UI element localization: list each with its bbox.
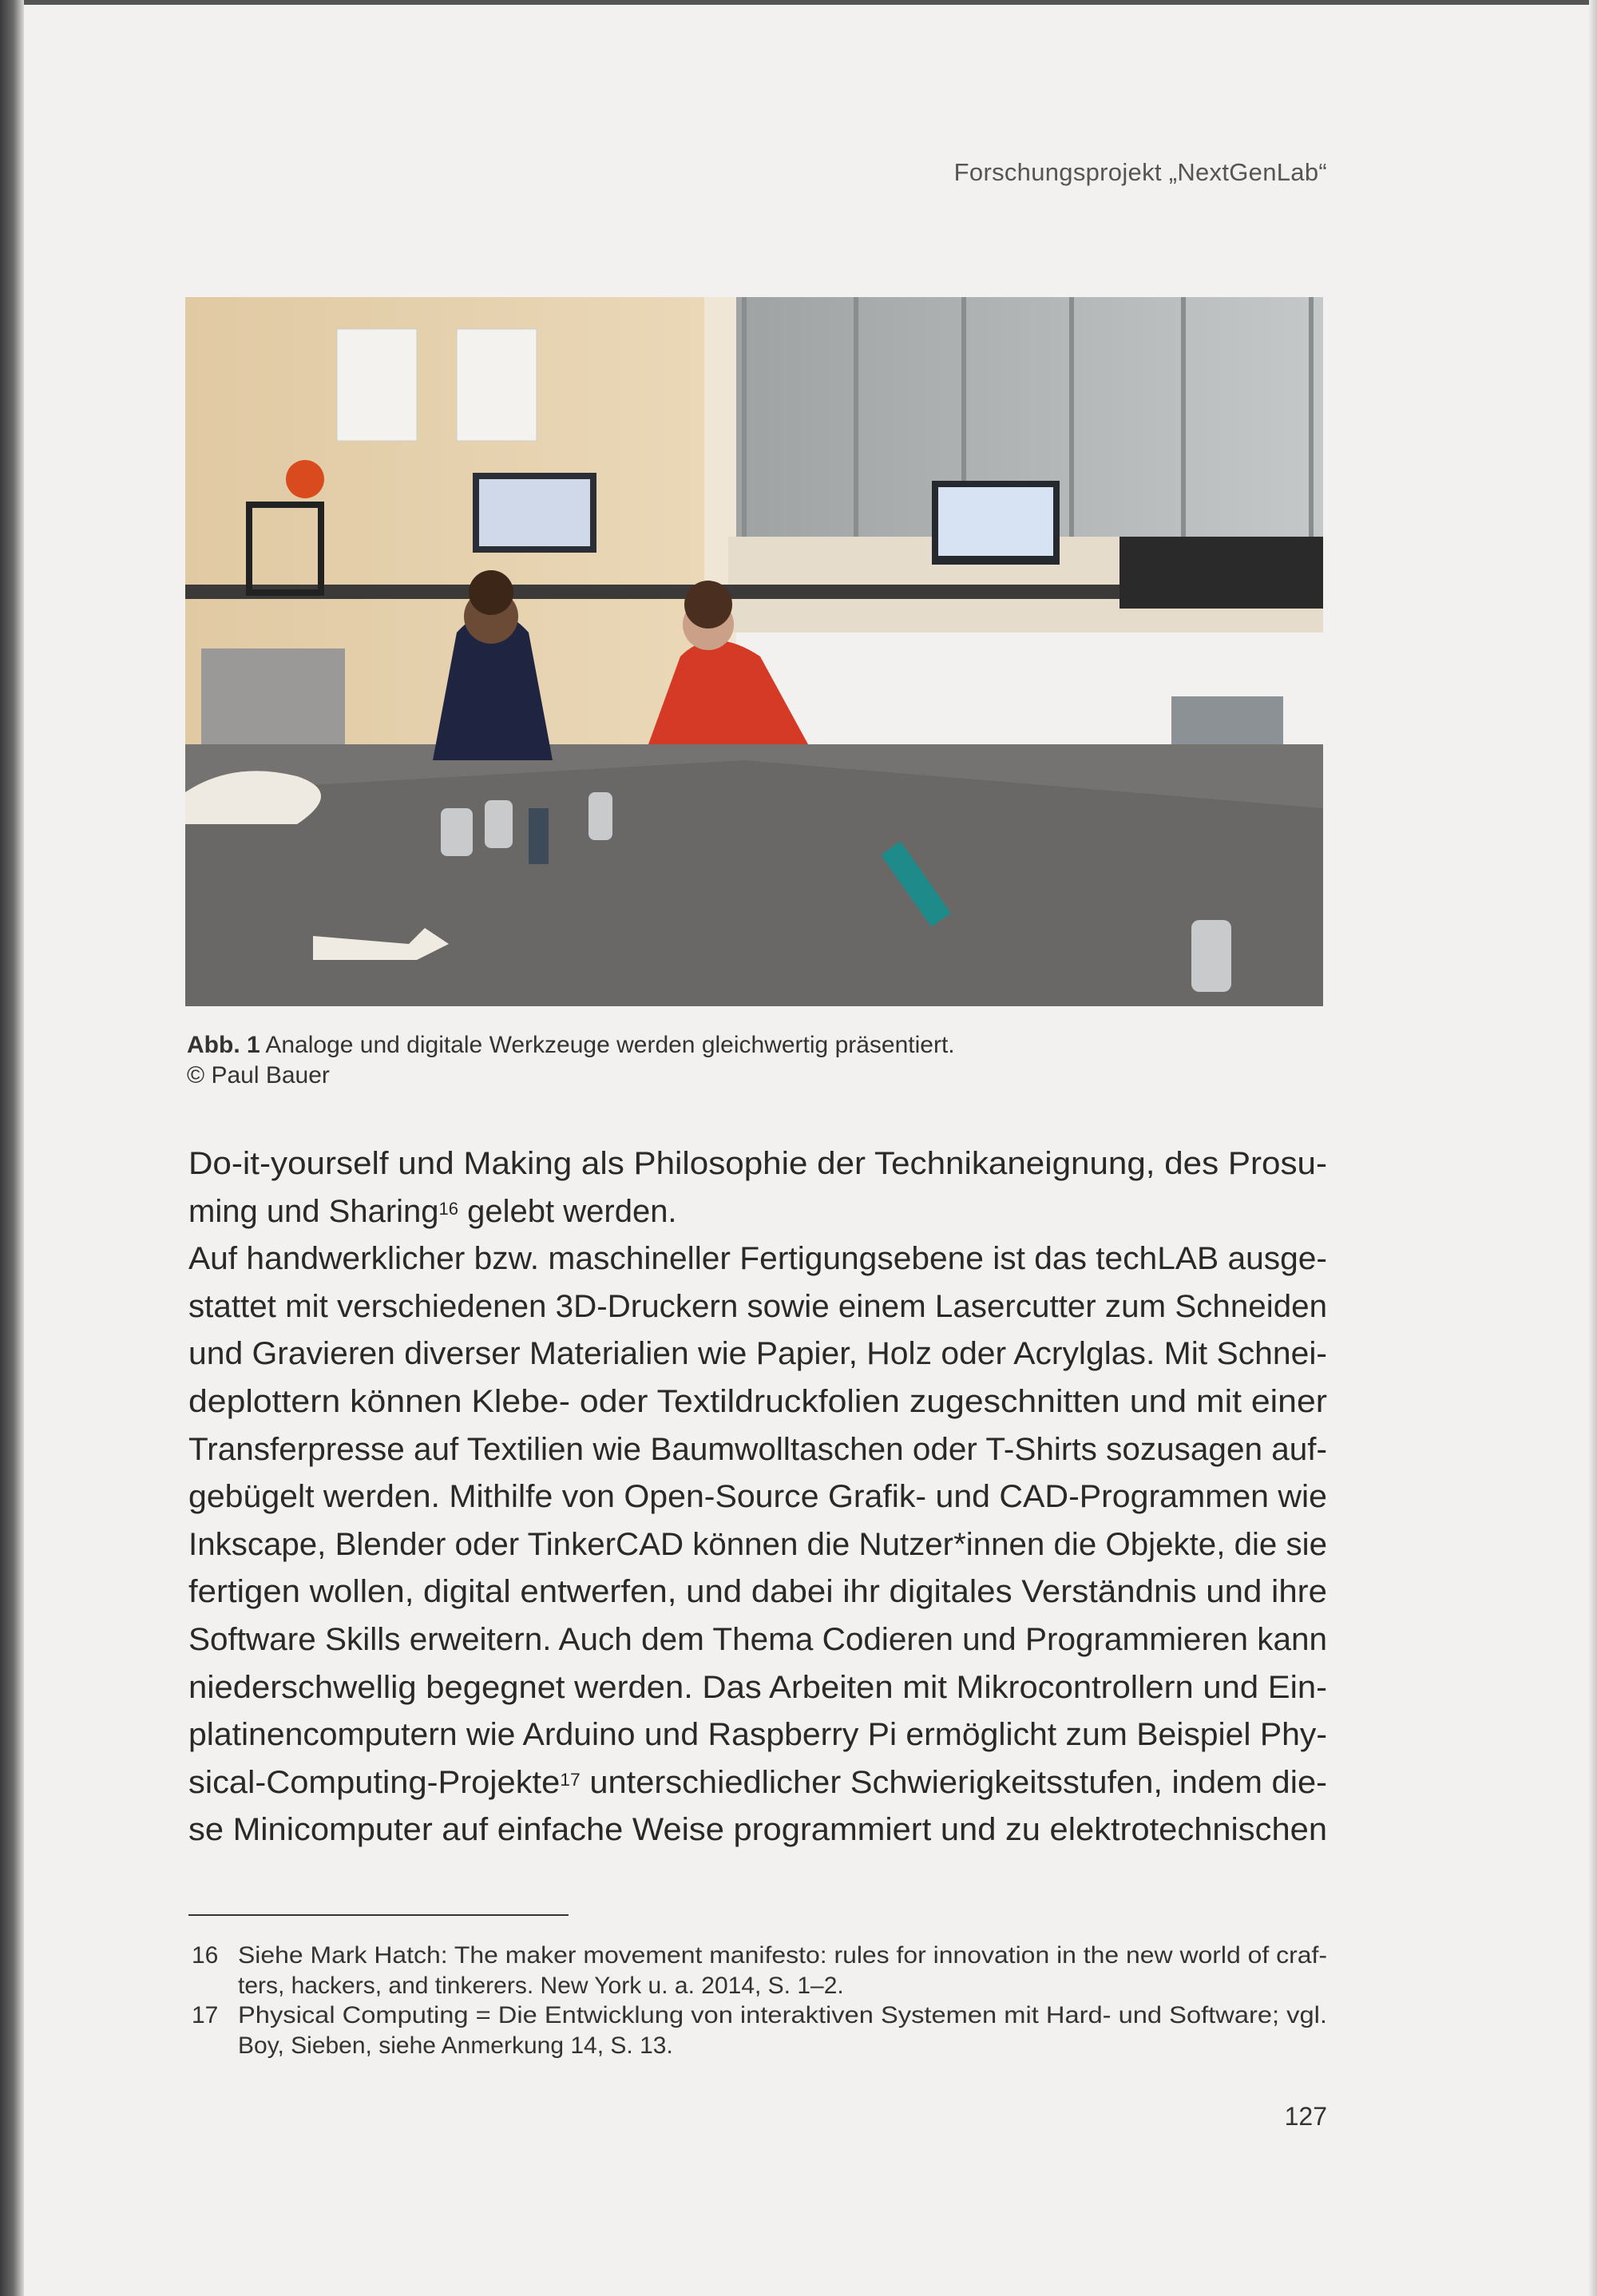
- body-line-text: [188, 1473, 1327, 1521]
- figure-photo-workshop: [185, 297, 1323, 1006]
- body-line-text: [188, 1616, 1327, 1664]
- body-text-segment: platinencomputern wie Arduino und Raspberry Pi ermöglicht zum Beispiel Phy-: [188, 1717, 1328, 1753]
- footnote-number: 17: [192, 2002, 219, 2028]
- footnote-line: [238, 1941, 1327, 1971]
- body-line: [188, 1806, 1327, 1854]
- body-text-segment: Software Skills erweitern. Auch dem Thema Codieren und Programmieren kann: [188, 1621, 1327, 1657]
- footnote-line-text: Physical Computing = Die Entwicklung von interaktiven Systemen mit Hard- und Software; vgl.: [238, 2002, 1327, 2028]
- body-line: [188, 1664, 1327, 1712]
- body-line: [188, 1235, 1327, 1283]
- body-text-segment: ming und Sharing: [188, 1193, 439, 1229]
- body-text-segment: unterschiedlicher Schwierigkeitsstufen, indem die-: [580, 1764, 1328, 1800]
- body-line-text: [188, 1188, 677, 1236]
- footnote-line-text: Boy, Sieben, siehe Anmerkung 14, S. 13.: [238, 2032, 673, 2059]
- body-text-segment: Do-it-yourself und Making als Philosophie der Technikaneignung, des Prosu-: [188, 1146, 1327, 1181]
- body-line-text: [188, 1711, 1327, 1759]
- body-line-text: [188, 1140, 1327, 1188]
- body-text-segment: deplottern können Klebe- oder Textildruckfolien zugeschnitten und mit einer: [188, 1383, 1328, 1419]
- scan-edge-top: [0, 0, 1597, 5]
- body-line-text: [188, 1759, 1327, 1807]
- page-number: 127: [1284, 2102, 1327, 2131]
- body-text-segment: stattet mit verschiedenen 3D-Druckern sowie einem Lasercutter zum Schneiden: [188, 1288, 1327, 1324]
- body-line-text: [188, 1664, 1327, 1712]
- body-line: [188, 1711, 1327, 1759]
- footnote-line: [238, 2031, 1327, 2061]
- body-line: [188, 1759, 1327, 1807]
- footnotes: [188, 1941, 1327, 2060]
- body-line: [188, 1616, 1327, 1664]
- body-line: [188, 1521, 1327, 1569]
- book-spine-edge: [0, 0, 24, 2296]
- body-line-text: [188, 1283, 1327, 1331]
- figure-caption-text: Analoge und digitale Werkzeuge werden gleichwertig präsentiert.: [260, 1032, 955, 1058]
- footnote-reference-17: 17: [560, 1769, 581, 1790]
- body-line-text: [188, 1568, 1327, 1616]
- body-text-segment: niederschwellig begegnet werden. Das Arbeiten mit Mikrocontrollern und Ein-: [188, 1669, 1327, 1705]
- footnote-16: [188, 1941, 1327, 2001]
- figure-credit: © Paul Bauer: [187, 1062, 330, 1089]
- figure-caption: [187, 1030, 955, 1091]
- body-line: [188, 1426, 1327, 1474]
- footnote-line-text: Siehe Mark Hatch: The maker movement manifesto: rules for innovation in the new world of craf-: [238, 1942, 1327, 1969]
- body-line: [188, 1188, 1327, 1236]
- footnote-line: [238, 2001, 1327, 2031]
- body-line: [188, 1473, 1327, 1521]
- running-header: Forschungsprojekt „NextGenLab“: [953, 158, 1327, 186]
- body-line: [188, 1283, 1327, 1331]
- body-line-text: [188, 1806, 1327, 1854]
- body-line: [188, 1140, 1327, 1188]
- body-line-text: [188, 1330, 1327, 1378]
- footnote-line-text: ters, hackers, and tinkerers. New York u. a. 2014, S. 1–2.: [238, 1972, 844, 1999]
- body-text-segment: gebügelt werden. Mithilfe von Open-Source Grafik- und CAD-Programmen wie: [188, 1479, 1327, 1515]
- footnote-number: 16: [192, 1942, 219, 1969]
- body-line-text: [188, 1426, 1327, 1474]
- page-edge-right: [1589, 0, 1597, 2296]
- body-line-text: [188, 1235, 1327, 1283]
- body-text-segment: Auf handwerklicher bzw. maschineller Fertigungsebene ist das techLAB ausge-: [188, 1241, 1327, 1277]
- figure-label: Abb. 1: [187, 1032, 260, 1058]
- body-line-text: [188, 1378, 1327, 1426]
- body-line: [188, 1378, 1327, 1426]
- footnote-reference-16: 16: [438, 1198, 459, 1219]
- body-text-segment: sical-Computing-Projekte: [188, 1764, 561, 1800]
- body-text-segment: gelebt werden.: [458, 1193, 677, 1229]
- body-line: [188, 1568, 1327, 1616]
- footnote-17: [188, 2001, 1327, 2060]
- body-text-segment: und Gravieren diverser Materialien wie Papier, Holz oder Acrylglas. Mit Schnei-: [188, 1336, 1327, 1372]
- body-text-segment: Transferpresse auf Textilien wie Baumwolltaschen oder T-Shirts sozusagen auf-: [188, 1431, 1327, 1467]
- body-line: [188, 1330, 1327, 1378]
- body-text-segment: se Minicomputer auf einfache Weise programmiert und zu elektrotechnischen: [188, 1812, 1327, 1848]
- footnote-rule: [188, 1914, 569, 1916]
- footnote-line: [238, 1971, 1327, 2001]
- body-text: [188, 1140, 1327, 1854]
- body-line-text: [188, 1521, 1327, 1569]
- body-text-segment: Inkscape, Blender oder TinkerCAD können die Nutzer*innen die Objekte, die sie: [188, 1526, 1327, 1562]
- body-text-segment: fertigen wollen, digital entwerfen, und dabei ihr digitales Verständnis und ihre: [188, 1574, 1327, 1610]
